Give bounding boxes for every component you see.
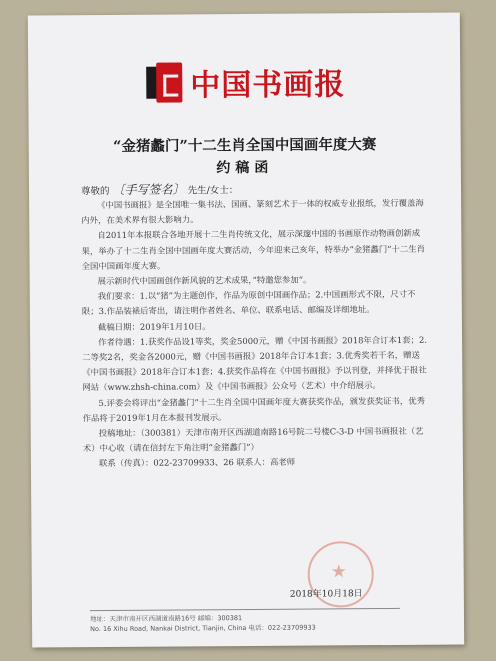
paragraph: 自2011年本报联合各地开展十二生肖传统文化，展示深邃中国的书画原作动物画创新成果，举办了十二生肖全国中国画年度大赛活动，今年迎来己亥年，特举办“金猪蠡门”十二生肖全国中国画年度大赛。 bbox=[81, 228, 426, 271]
logo-text: 中国书画报 bbox=[190, 67, 346, 104]
paragraph: 截稿日期：2019年1月10日。 bbox=[97, 320, 211, 332]
handwritten-name: 〔手写签名〕 bbox=[112, 182, 185, 197]
salutation bbox=[81, 180, 238, 198]
footer-line: 地址：天津市南开区西湖道南路16号 邮编：300381 bbox=[89, 614, 243, 624]
paragraph: 我们要求：1.以“猪”为主题创作，作品为原创中国画作品；2.中国画形式不限，尺寸不限；3.作品装裱后寄出，请注明作者姓名、单位、联系电话、邮编及详细地址。 bbox=[81, 289, 416, 317]
footer-divider bbox=[90, 608, 400, 611]
footer-line: No. 16 Xihu Road, Nankai District, Tianjin, China 电话：022-23709933 bbox=[90, 623, 316, 634]
paragraph: 《中国书画报》是全国唯一集书法、国画、篆刻艺术于一体的权威专业报纸，发行覆盖海内外，在美术界有很大影响力。 bbox=[81, 197, 424, 226]
paragraph: 投稿地址：（300381）天津市南开区西湖道南路16号院二号楼C-3-D 中国书画报社（艺术）中心收（请在信封左下角注明“金猪蠡门”） bbox=[82, 425, 424, 454]
letter-date: 2018年10月18日 bbox=[289, 589, 363, 600]
salutation-prefix: 尊敬的 bbox=[80, 185, 110, 197]
letter-sheet bbox=[28, 12, 464, 647]
letter-subtitle: 约稿函 bbox=[216, 159, 274, 177]
paragraph: 5.评委会将评出“金猪蠡门”十二生肖全国中国画年度大赛获奖作品，颁发获奖证书，优秀作品将于2019年1月在本报刊发展示。 bbox=[82, 395, 425, 423]
paragraph: 展示新时代中国画创作新风貌的艺术成果，”特邀您参加“。 bbox=[97, 274, 312, 287]
letter-footer bbox=[90, 612, 400, 634]
newspaper-logo bbox=[146, 59, 345, 104]
letter-title: “金猪蠡门”十二生肖全国中国画年度大赛 bbox=[113, 136, 377, 155]
seal-star-icon: ★ bbox=[330, 561, 347, 583]
letter-body bbox=[81, 196, 428, 472]
salutation-suffix: 先生/女士： bbox=[187, 184, 239, 196]
paragraph: 作者待遇：1.获奖作品设1等奖，奖金5000元，赠《中国书画报》2018年合订本1套；2.二等奖2名，奖金各2000元，赠《中国书画报》2018年合订本1套；3.优秀奖若干名，赠送《中国书画报》2018年合订本1套；4.获奖作品将在《中国书画报》予以刊登，并择优于报社网站（www.zhsh-china.com）及《中国书画报》公众号（艺术）中介绍展示。 bbox=[82, 334, 427, 393]
paragraph: 联系（传真）：022-23709933、26 联系人：高老师 bbox=[98, 457, 296, 469]
logo-mark-icon bbox=[146, 62, 184, 102]
